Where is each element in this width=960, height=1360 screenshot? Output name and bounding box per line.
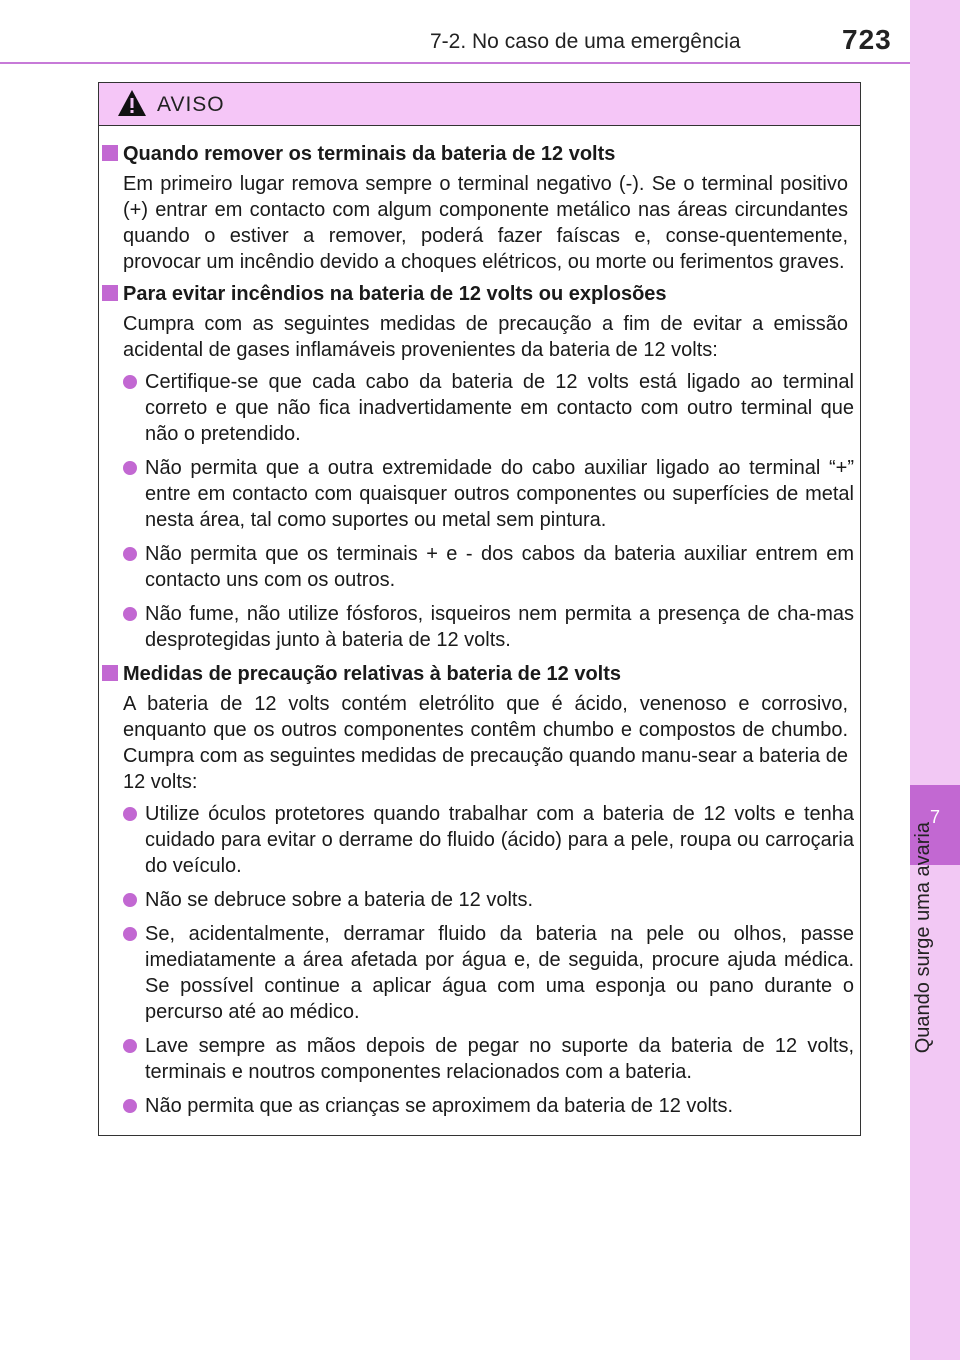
bullet-text: Não permita que a outra extremidade do cabo auxiliar ligado ao terminal “+” entre em contacto com quaisquer outros componentes ou superfícies de metal nesta área, tal como suportes ou metal sem pintura. bbox=[145, 457, 854, 531]
warning-header bbox=[99, 83, 860, 126]
bullet-text: Utilize óculos protetores quando trabalhar com a bateria de 12 volts e tenha cuidado para evitar o derrame do fluido (ácido) para a pele, roupa ou carroçaria do veículo. bbox=[145, 803, 854, 877]
section-title: 7-2. No caso de uma emergência bbox=[430, 30, 741, 53]
section-heading-text: Quando remover os terminais da bateria de 12 volts bbox=[123, 143, 616, 165]
circle-bullet-icon bbox=[123, 547, 137, 561]
circle-bullet-icon bbox=[123, 807, 137, 821]
bullet-item bbox=[99, 921, 862, 1025]
circle-bullet-icon bbox=[123, 1039, 137, 1053]
header-divider bbox=[0, 62, 910, 64]
bullet-text: Não permita que as crianças se aproximem da bateria de 12 volts. bbox=[145, 1095, 734, 1117]
page-number: 723 bbox=[842, 24, 892, 55]
bullet-text: Lave sempre as mãos depois de pegar no suporte da bateria de 12 volts, terminais e noutros componentes relacionados com a bateria. bbox=[145, 1035, 854, 1083]
section-paragraph: A bateria de 12 volts contém eletrólito que é ácido, venenoso e corrosivo, enquanto que os outros componentes contêm chumbo e compostos de chumbo. Cumpra com as seguintes medidas de precaução quando manu-sear a bateria de 12 volts: bbox=[123, 693, 848, 793]
warning-box bbox=[98, 82, 861, 1136]
bullet-item bbox=[99, 801, 862, 879]
warning-triangle-icon bbox=[117, 89, 147, 117]
bullet-item bbox=[99, 369, 862, 447]
square-bullet-icon bbox=[102, 145, 118, 161]
warning-label: AVISO bbox=[157, 93, 225, 116]
circle-bullet-icon bbox=[123, 607, 137, 621]
section-paragraph: Cumpra com as seguintes medidas de precaução a fim de evitar a emissão acidental de gases inflamáveis provenientes da bateria de 12 volts: bbox=[123, 313, 848, 361]
bullet-item bbox=[99, 1093, 862, 1119]
bullet-item bbox=[99, 455, 862, 533]
section-heading bbox=[99, 661, 862, 687]
section-heading-text: Medidas de precaução relativas à bateria de 12 volts bbox=[123, 663, 622, 685]
bullet-text: Certifique-se que cada cabo da bateria de 12 volts está ligado ao terminal correto e que não fica inadvertidamente em contacto com outro terminal que não o pretendido. bbox=[145, 371, 854, 445]
bullet-text: Não permita que os terminais + e - dos cabos da bateria auxiliar entrem em contacto uns com os outros. bbox=[145, 543, 854, 591]
section-heading bbox=[99, 141, 862, 167]
chapter-title: Quando surge uma avaria bbox=[912, 822, 934, 1054]
circle-bullet-icon bbox=[123, 1099, 137, 1113]
circle-bullet-icon bbox=[123, 927, 137, 941]
circle-bullet-icon bbox=[123, 893, 137, 907]
bullet-item bbox=[99, 541, 862, 593]
bullet-text: Não se debruce sobre a bateria de 12 volts. bbox=[145, 889, 534, 911]
section-heading bbox=[99, 281, 862, 307]
bullet-text: Se, acidentalmente, derramar fluido da bateria na pele ou olhos, passe imediatamente a área afetada por água e, de seguida, procure ajuda médica. Se possível continue a aplicar água com uma esponja ou pano durante o percurso até ao médico. bbox=[145, 923, 854, 1023]
bullet-item bbox=[99, 601, 862, 653]
section-paragraph: Em primeiro lugar remova sempre o terminal negativo (-). Se o terminal positivo (+) entrar em contacto com algum componente metálico nas áreas circundantes quando o estiver a remover, poderá fazer faíscas e, conse-quentemente, provocar um incêndio devido a choques elétricos, ou morte ou ferimentos graves. bbox=[123, 173, 848, 273]
bullet-text: Não fume, não utilize fósforos, isqueiros nem permita a presença de cha-mas desprotegidas junto à bateria de 12 volts. bbox=[145, 603, 854, 651]
section-heading-text: Para evitar incêndios na bateria de 12 volts ou explosões bbox=[123, 283, 667, 305]
bullet-item bbox=[99, 887, 862, 913]
warning-content bbox=[99, 141, 862, 1127]
square-bullet-icon bbox=[102, 665, 118, 681]
chapter-side-tab bbox=[910, 0, 960, 1360]
circle-bullet-icon bbox=[123, 461, 137, 475]
bullet-item bbox=[99, 1033, 862, 1085]
circle-bullet-icon bbox=[123, 375, 137, 389]
square-bullet-icon bbox=[102, 285, 118, 301]
chapter-number: 7 bbox=[910, 785, 960, 865]
